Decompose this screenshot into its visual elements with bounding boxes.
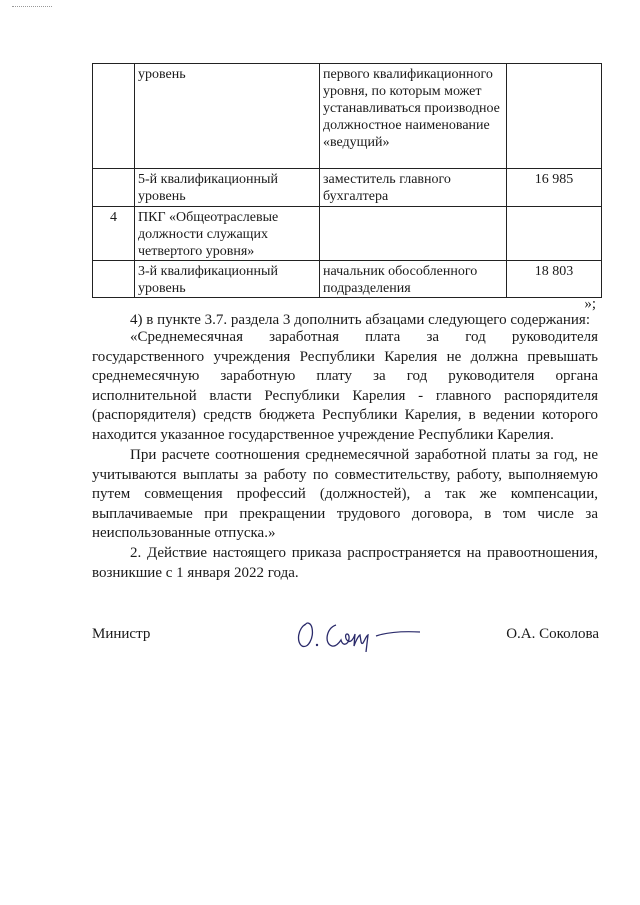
table-cell-level: 3-й квалификационный уровень xyxy=(135,261,320,298)
paragraph-calculation: При расчете соотношения среднемесячной заработной платы за год, не учитываются выплаты за работу по совместительству, работу, выполняемую путем совмещения профессий (должностей), а так же компенсации, выплачиваемые при прекращении трудового договора, в том числе за неиспользованные отпуска.» xyxy=(92,447,598,541)
table-cell-position: первого квалификационного уровня, по которым может устанавливаться производное должностное наименование «ведущий» xyxy=(320,64,507,169)
table-row xyxy=(93,261,602,298)
table-row xyxy=(93,169,602,207)
salary-table xyxy=(92,63,602,298)
table-cell-position xyxy=(320,207,507,261)
signatory-name: О.А. Соколова xyxy=(506,626,599,642)
paragraph-amendment: 4) в пункте 3.7. раздела 3 дополнить абзацами следующего содержания: xyxy=(130,312,590,328)
signature-block xyxy=(92,626,599,656)
paragraph-effective-date: 2. Действие настоящего приказа распространяется на правоотношения, возникшие с 1 января 2022 года. xyxy=(92,545,598,581)
table-cell-salary xyxy=(507,207,602,261)
table-cell-level: 5-й квалификационный уровень xyxy=(135,169,320,207)
scan-artifact xyxy=(12,6,52,10)
table-cell-number xyxy=(93,64,135,169)
table-row xyxy=(93,64,602,169)
handwritten-signature xyxy=(292,616,422,652)
signatory-role: Министр xyxy=(92,626,151,642)
table-cell-number xyxy=(93,169,135,207)
closing-quote-mark: »; xyxy=(584,296,596,312)
table-cell-number xyxy=(93,261,135,298)
table-row xyxy=(93,207,602,261)
table-cell-salary: 16 985 xyxy=(507,169,602,207)
table-cell-salary xyxy=(507,64,602,169)
table-cell-level: ПКГ «Общеотраслевые должности служащих четвертого уровня» xyxy=(135,207,320,261)
paragraph-salary-limit: «Среднемесячная заработная плата за год руководителя государственного учреждения Республики Карелия не должна превышать среднемесячную заработную плату за год руководителя органа исполнительной власти Республики Карелия - главного распорядителя (распорядителя) средств бюджета Республики Карелия, в ведении которого находится указанное государственное учреждение Республики Карелия. xyxy=(92,329,598,443)
table-cell-position: начальник обособленного подразделения xyxy=(320,261,507,298)
table-cell-level: уровень xyxy=(135,64,320,169)
table-cell-number: 4 xyxy=(93,207,135,261)
table-cell-position: заместитель главного бухгалтера xyxy=(320,169,507,207)
table-cell-salary: 18 803 xyxy=(507,261,602,298)
